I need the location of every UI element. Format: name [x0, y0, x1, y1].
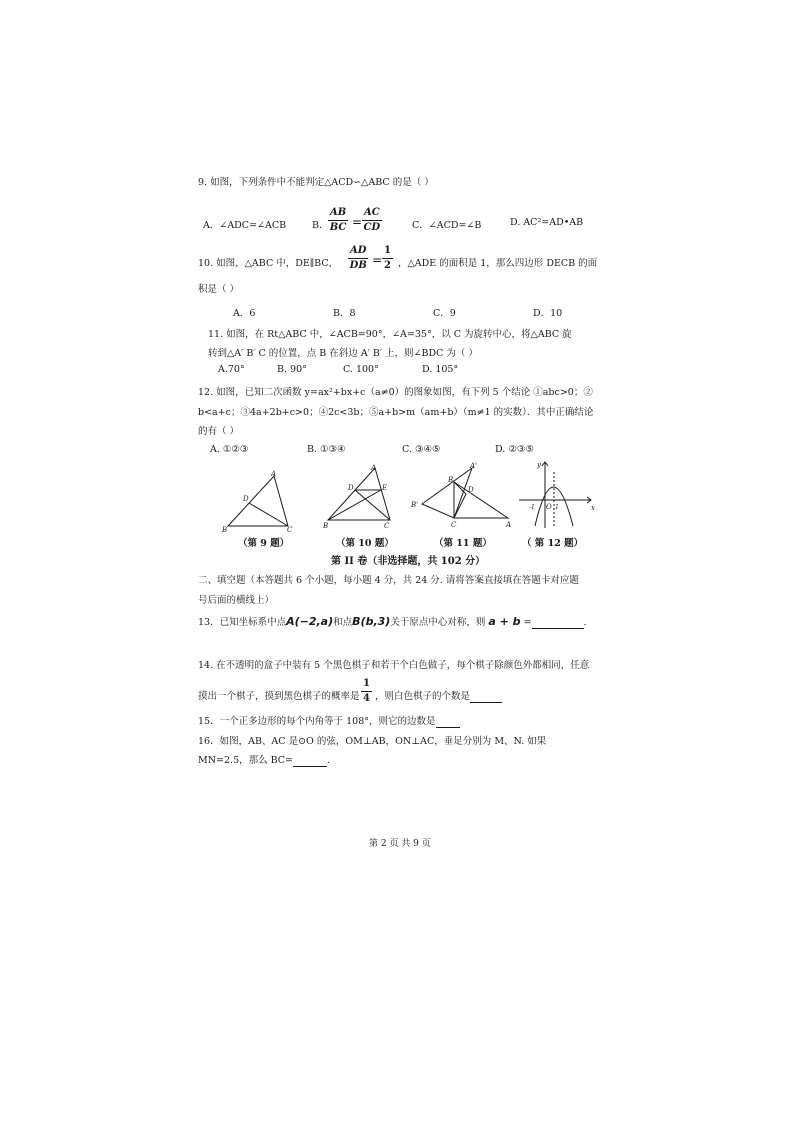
fig9-caption: （第 9 题） — [238, 538, 290, 549]
fig11-caption: （第 11 题） — [434, 538, 492, 549]
figure-q11-rotation — [408, 460, 518, 532]
q10-option-c: C．9 — [433, 308, 456, 319]
q10-option-a: A．6 — [233, 308, 256, 319]
fig12-label-x: x — [591, 504, 595, 512]
q12-option-a: A. ①②③ — [210, 444, 249, 455]
q9-option-b-equals: = — [352, 215, 363, 229]
fig11-label-b-prime: B' — [411, 501, 419, 509]
q9-option-c: C．∠ACD=∠B — [412, 220, 482, 231]
q16-line2: MN=2.5，那么 BC= — [198, 755, 294, 766]
q12-option-c: C. ③④⑤ — [402, 444, 441, 455]
q10-equals: = — [372, 253, 383, 267]
fig11-label-c: C — [451, 521, 457, 529]
q10-ratio-den: DB — [349, 260, 367, 271]
q10-half-num: 1 — [382, 245, 393, 259]
fig12-caption: （ 第 12 题） — [522, 538, 584, 549]
fig10-label-d: D — [348, 484, 354, 492]
q10-stem-part1: 10. 如图，△ABC 中，DE∥BC， — [198, 258, 339, 269]
q9-stem: 9. 如图，下列条件中不能判定△ACD∽△ABC 的是（ ） — [198, 177, 434, 188]
fig9-label-d: D — [243, 495, 249, 503]
q13-point-a: A(−2,a) — [286, 615, 334, 628]
figure-q12-parabola — [515, 458, 597, 530]
q13-mid: 和点 — [333, 617, 353, 628]
q9-option-b-rhs-num: AC — [362, 207, 382, 221]
fig10-caption: （第 10 题） — [336, 538, 394, 549]
q14-line2-suffix-wrap — [375, 688, 502, 703]
q10-ratio-fraction — [348, 245, 368, 272]
fig10-label-c: C — [384, 522, 390, 530]
q9-option-b-lhs-den: BC — [329, 222, 347, 233]
fig10-label-a: A — [371, 464, 377, 472]
q13-point-b: B(b,3) — [352, 615, 391, 628]
q14-line1: 14. 在不透明的盒子中装有 5 个黑色棋子和若干个白色做子，每个棋子除颜色外都相同，任意 — [198, 660, 590, 671]
q15-text: 15．一个正多边形的每个内角等于 108°，则它的边数是 — [198, 716, 436, 727]
q13-period: . — [583, 617, 587, 628]
q14-frac-num: 1 — [361, 678, 372, 692]
q15-line — [198, 713, 460, 728]
q10-ratio-num: AD — [348, 245, 368, 259]
q13-suffix: 关于原点中心对称，则 — [390, 617, 486, 628]
q9-option-b-label: B． — [312, 220, 329, 231]
fig11-label-b: B — [448, 476, 454, 484]
q11-option-d: D. 105° — [422, 364, 459, 375]
section2-heading-line1: 二、填空题（本答题共 6 个小题，每小题 4 分，共 24 分. 请将答案直接填在答题卡对应题 — [198, 575, 579, 586]
fig12-label-y: y — [537, 461, 541, 469]
q13-prefix: 13．已知坐标系中点 — [198, 617, 287, 628]
figure-q9-triangle — [218, 468, 300, 532]
q9-option-b-rhs-den: CD — [363, 222, 381, 233]
fig9-label-b: B — [222, 526, 228, 532]
q11-option-c: C. 100° — [343, 364, 379, 375]
section2-title: 第 II 卷（非选择题，共 102 分） — [331, 556, 486, 567]
q10-option-b: B．8 — [333, 308, 356, 319]
q12-option-b: B. ①③④ — [307, 444, 346, 455]
q16-line2-wrap: MN=2.5，那么 BC= . — [198, 755, 331, 766]
q10-stem-part2: ，△ADE 的面积是 1，那么四边形 DECB 的面 — [398, 258, 598, 269]
q9-option-b-lhs-fraction — [328, 207, 348, 234]
figure-q10-triangle — [320, 460, 396, 532]
fig11-label-d: D — [468, 486, 474, 494]
q9-option-a: A．∠ADC=∠ACB — [203, 220, 287, 231]
fig11-label-a-prime: A' — [470, 462, 477, 470]
fig10-label-e: E — [382, 484, 388, 492]
fig12-label-o: O — [546, 503, 552, 511]
fig11-label-a: A — [506, 521, 512, 529]
q10-stem-line2: 积是（ ） — [198, 284, 240, 295]
q9-option-b-lhs-num: AB — [328, 207, 348, 221]
q9-option-b-rhs-fraction — [362, 207, 382, 234]
q10-option-d: D．10 — [533, 308, 563, 319]
fig12-label-neg1: -1 — [529, 504, 535, 511]
q13-expression: a + b — [488, 615, 521, 628]
fig9-label-c: C — [287, 526, 293, 532]
q14-probability-fraction — [361, 678, 372, 705]
q13-equals: = — [523, 617, 532, 628]
q14-line2-suffix: ，则白色棋子的个数是 — [375, 691, 471, 702]
q12-line3: 的有（ ） — [198, 426, 240, 437]
fig12-label-one: 1 — [555, 504, 559, 511]
q12-line2: b<a+c；③4a+2b+c>0；④2c<3b；⑤a+b>m（am+b）（m≠1 的实数）．其中正确结论 — [198, 407, 594, 418]
q14-frac-den: 4 — [363, 693, 370, 704]
q12-option-d: D. ②③⑤ — [495, 444, 534, 455]
q11-option-a: A.70° — [218, 364, 245, 375]
q13-answer-blank — [532, 617, 584, 629]
page-footer: 第 2 页 共 9 页 — [369, 839, 431, 849]
q16-line1: 16．如图，AB、AC 是⊙O 的弦，OM⊥AB，ON⊥AC，垂足分别为 M、N. 如果 — [198, 736, 547, 747]
q10-half-fraction — [382, 245, 393, 272]
fig9-label-a: A — [271, 470, 277, 478]
q9-option-d: D. AC²=AD•AB — [510, 217, 584, 228]
q14-line2-prefix: 摸出一个棋子，摸到黑色棋子的概率是 — [198, 691, 360, 702]
q12-line1: 12. 如图，已知二次函数 y=ax²+bx+c（a≠0）的图象如图，有下列 5 个结论 ①abc>0；② — [198, 387, 593, 398]
q11-line1: 11. 如图，在 Rt△ABC 中，∠ACB=90°，∠A=35°，以 C 为旋转中心，将△ABC 旋 — [208, 329, 572, 340]
q16-answer-blank — [293, 755, 327, 767]
q14-answer-blank — [470, 691, 502, 703]
q11-option-b: B. 90° — [277, 364, 307, 375]
q15-answer-blank — [436, 716, 460, 728]
fig10-label-b: B — [323, 522, 329, 530]
q13-line — [198, 614, 587, 629]
q11-line2: 转到△A′ B′ C 的位置，点 B 在斜边 A′ B′ 上，则∠BDC 为（ ） — [208, 348, 478, 359]
section2-heading-line2: 号后面的横线上） — [198, 595, 275, 606]
q10-half-den: 2 — [384, 260, 391, 271]
